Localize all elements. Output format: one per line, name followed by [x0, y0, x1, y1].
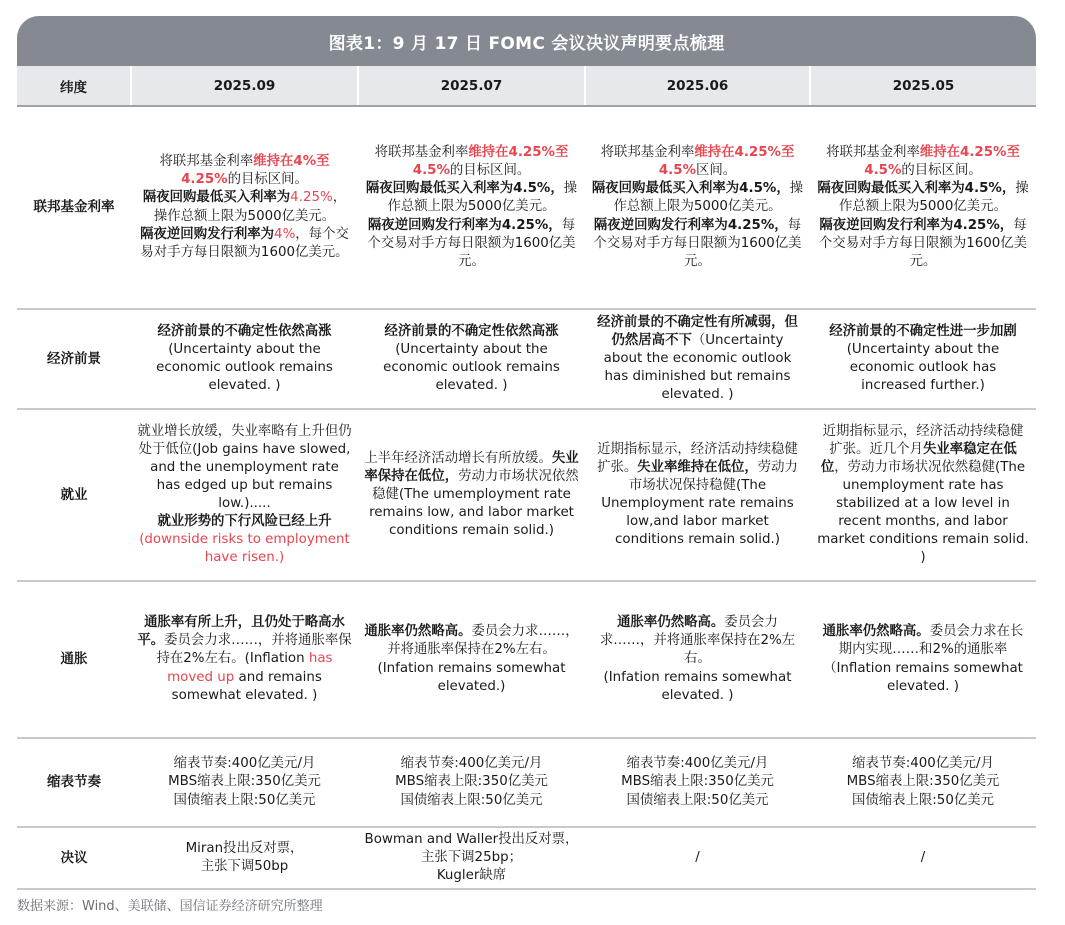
row-label: 缩表节奏 [17, 738, 131, 827]
cell-text: 国债缩表上限:50亿美元 [626, 792, 769, 808]
highlighted-text: 维持在4%至4.25% [181, 154, 330, 188]
table-cell [358, 309, 585, 409]
data-source-note: 数据来源：Wind、美联储、国信证券经济研究所整理 [17, 899, 323, 914]
cell-text: 隔夜回购最低买入利率为 [142, 190, 291, 206]
figure-title: 图表1：9 月 17 日 FOMC 会议决议声明要点梳理 [17, 16, 1036, 66]
cell-text: 通胀率仍然略高。 [822, 624, 930, 640]
table-cell [810, 827, 1036, 889]
table-cell [585, 409, 810, 581]
cell-text: 每个交易对手方每日限额为1600亿美元。 [367, 217, 576, 269]
cell-text: / [695, 849, 700, 865]
cell-text: Kugler缺席 [436, 868, 507, 884]
cell-text: (Uncertainty about the economic outlook remains elevated. ) [156, 341, 333, 394]
cell-text: 国债缩表上限:50亿美元 [851, 792, 995, 808]
cell-text: 缩表节奏:400亿美元/月 [626, 756, 769, 772]
cell-text: ，劳动力市场状况依然稳健(The unemployment rate has stabilized at a low level in recent months, and labor market conditions remain solid. ) [817, 459, 1029, 566]
column-header-2025-06: 2025.06 [585, 66, 810, 106]
table-row-decision [17, 827, 1036, 889]
cell-text: 操作总额上限为5000亿美元。 [613, 181, 804, 215]
cell-text: 缩表节奏:400亿美元/月 [173, 756, 316, 772]
cell-text: 委员会力求……，并将通胀率保持在2%左右。 [599, 615, 796, 667]
table-cell [585, 581, 810, 738]
cell-text: 经济前景的不确定性依然高涨 [384, 323, 559, 339]
table-cell [810, 409, 1036, 581]
table-row-inflation [17, 581, 1036, 738]
row-label: 经济前景 [17, 309, 131, 409]
cell-text: 通胀率仍然略高。 [617, 615, 725, 631]
highlighted-text: 维持在4.25%至4.5% [658, 145, 795, 179]
cell-text: 操作总额上限为5000亿美元。 [387, 181, 578, 215]
cell-text: 失业率保持在低位， [364, 450, 579, 484]
table-cell [131, 106, 358, 309]
table-cell [585, 309, 810, 409]
cell-text: 缩表节奏:400亿美元/月 [400, 756, 543, 772]
table-cell [585, 738, 810, 827]
column-header-2025-09: 2025.09 [131, 66, 358, 106]
table-row-balance-sheet-runoff [17, 738, 1036, 827]
table-cell [131, 581, 358, 738]
cell-text: 近期指标显示，经济活动持续稳健扩张。 [597, 441, 798, 475]
highlighted-text: 维持在4.25%至4.5% [864, 145, 1020, 179]
cell-text: 的目标区间。 [227, 172, 308, 188]
cell-text: 委员会力求在长期内实现……和2%的通胀率（Inflation remains somewhat elevated. ) [823, 624, 1024, 694]
cell-text: / [920, 849, 926, 865]
cell-text: and remains somewhat elevated. ) [171, 669, 322, 703]
cell-text: 每个交易对手方每日限额为1600亿美元。 [593, 217, 802, 269]
cell-text: MBS缩表上限:350亿美元 [621, 774, 774, 790]
cell-text: 缩表节奏:400亿美元/月 [852, 756, 994, 772]
cell-text: 失业率稳定在低位 [820, 441, 1017, 475]
table-cell [585, 827, 810, 889]
cell-text: 就业增长放缓，失业率略有上升但仍处于低位(Job gains have slowed, and the unemployment rate has edged up but remains low.)..... [137, 423, 352, 511]
cell-text: ，操作总额上限为5000亿美元。 [153, 190, 347, 224]
column-header-2025-07: 2025.07 [358, 66, 585, 106]
table-cell [131, 738, 358, 827]
cell-text: 失业率维持在低位， [637, 459, 758, 475]
cell-text: (Uncertainty about the economic outlook has increased further.) [846, 341, 1000, 394]
cell-text: 每个交易对手方每日限额为1600亿美元。 [818, 217, 1028, 269]
cell-text: MBS缩表上限:350亿美元 [846, 774, 1000, 790]
cell-text: 经济前景的不确定性进一步加剧 [829, 323, 1017, 339]
cell-text: Bowman and Waller投出反对票，主张下调25bp； [364, 831, 579, 865]
row-label: 通胀 [17, 581, 131, 738]
fomc-statement-table [17, 66, 1036, 890]
cell-text: 通胀率仍然略高。 [364, 624, 472, 640]
table-cell [810, 309, 1036, 409]
cell-text: (Uncertainty about the economic outlook remains elevated. ) [383, 341, 560, 394]
column-header-dimension: 纬度 [17, 66, 131, 106]
row-label: 就业 [17, 409, 131, 581]
cell-text: ，每个交易对手方每日限额为1600亿美元。 [140, 226, 349, 260]
cell-text: 通胀率有所上升，且仍处于略高水平。 [137, 615, 345, 649]
cell-text: 国债缩表上限:50亿美元 [173, 792, 316, 808]
cell-text: 经济前景的不确定性依然高涨 [157, 323, 332, 339]
cell-text: 将联邦基金利率 [374, 145, 469, 161]
cell-text: 近期指标显示，经济活动持续稳健扩张。近几个月 [822, 423, 1024, 457]
cell-text: 委员会力求……，并将通胀率保持在2%左右。(Infation remains somewhat elevated.) [377, 624, 579, 694]
table-cell [810, 581, 1036, 738]
column-header-2025-05: 2025.05 [810, 66, 1036, 106]
cell-text: 将联邦基金利率 [826, 145, 920, 161]
cell-text: （Uncertainty about the economic outlook has diminished but remains elevated. ) [603, 332, 792, 403]
table-cell [131, 309, 358, 409]
cell-text: Miran投出反对票， [185, 840, 304, 856]
table-cell [585, 106, 810, 309]
highlighted-text: has moved up [167, 651, 333, 685]
table-cell [131, 409, 358, 581]
cell-text: MBS缩表上限:350亿美元 [168, 774, 321, 790]
cell-text: 隔夜逆回购发行利率为4.25%， [593, 217, 788, 233]
table-cell [358, 409, 585, 581]
cell-text: MBS缩表上限:350亿美元 [395, 774, 548, 790]
cell-text: 劳动力市场状况保持稳健(The Unemployment rate remains low,and labor market conditions remain solid.) [601, 459, 798, 548]
cell-text: 委员会力求……，并将通胀率保持在2%左右。(Inflation [156, 633, 352, 667]
cell-text: 的目标区间。 [901, 163, 982, 179]
cell-text: 将联邦基金利率 [159, 154, 254, 170]
cell-text: 隔夜逆回购发行利率为 [140, 226, 275, 242]
table-cell [810, 106, 1036, 309]
highlighted-text: (downside risks to employment have risen.) [139, 532, 350, 566]
highlighted-text: 4.25% [290, 190, 333, 206]
table-row-fed-funds-rate [17, 106, 1036, 309]
cell-text: 劳动力市场状况依然稳健(The umemployment rate remains low, and labor market conditions remain solid.) [369, 468, 579, 539]
table-row-economic-outlook [17, 309, 1036, 409]
cell-text: 区间。 [695, 163, 737, 179]
table-cell [358, 827, 585, 889]
figure-container [17, 16, 1036, 890]
cell-text: 上半年经济活动增长有所放缓。 [364, 450, 552, 466]
table-cell [358, 738, 585, 827]
cell-text: 操作总额上限为5000亿美元。 [839, 181, 1029, 215]
cell-text: 隔夜回购最低买入利率为4.5%， [365, 181, 564, 197]
row-label: 决议 [17, 827, 131, 889]
cell-text: 隔夜回购最低买入利率为4.5%， [817, 181, 1016, 197]
cell-text: 主张下调50bp [200, 859, 289, 874]
header-row [17, 66, 1036, 106]
cell-text: (Infation remains somewhat elevated. ) [603, 669, 792, 703]
table-cell [131, 827, 358, 889]
cell-text: 隔夜逆回购发行利率为4.25%， [819, 217, 1014, 233]
cell-text: 经济前景的不确定性有所减弱，但仍然居高不下 [597, 314, 798, 348]
cell-text: 隔夜逆回购发行利率为4.25%， [367, 217, 562, 233]
table-cell [358, 581, 585, 738]
row-label: 联邦基金利率 [17, 106, 131, 309]
cell-text: 隔夜回购最低买入利率为4.5%， [591, 181, 790, 197]
cell-text: 国债缩表上限:50亿美元 [400, 792, 543, 808]
highlighted-text: 维持在4.25%至4.5% [412, 145, 569, 179]
cell-text: 的目标区间。 [449, 163, 531, 179]
table-cell [358, 106, 585, 309]
highlighted-text: 4% [274, 226, 296, 242]
table-cell [810, 738, 1036, 827]
cell-text: 将联邦基金利率 [600, 145, 695, 161]
table-row-employment [17, 409, 1036, 581]
cell-text: 就业形势的下行风险已经上升 [157, 514, 332, 530]
